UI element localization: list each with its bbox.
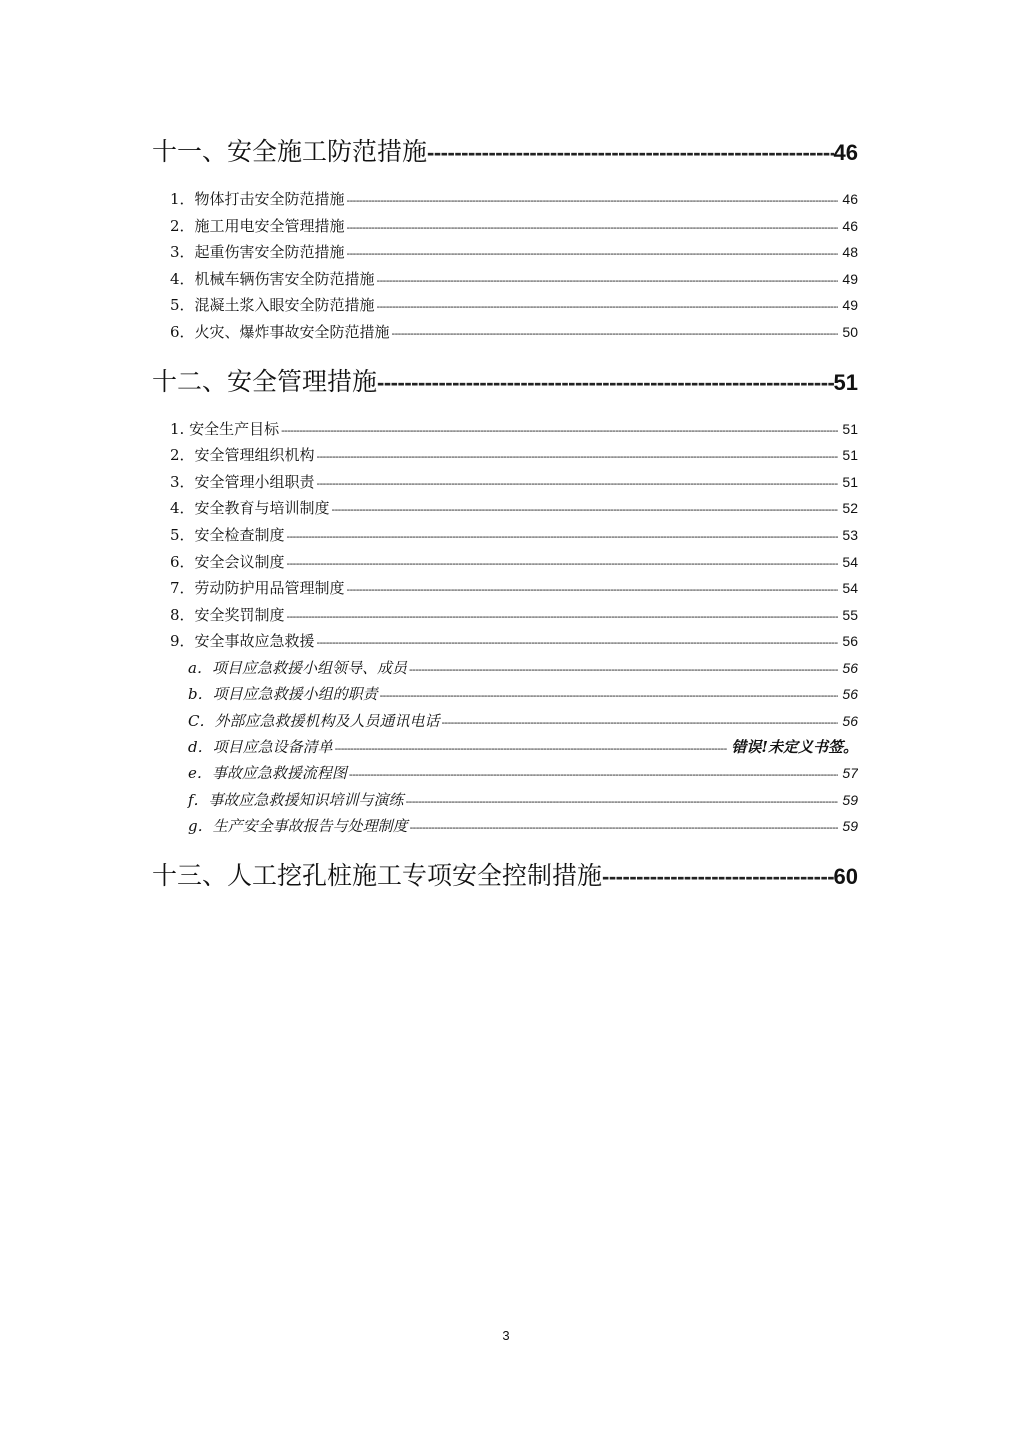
entry-label: 7．劳动防护用品管理制度 bbox=[170, 579, 345, 598]
dot-leader bbox=[377, 294, 839, 319]
subentry-label: d．项目应急设备清单 bbox=[188, 738, 333, 757]
subentry-page: 59 bbox=[842, 818, 858, 835]
subentry-label: e．事故应急救援流程图 bbox=[188, 764, 347, 783]
chapter-page: 51 bbox=[833, 369, 858, 395]
entry-label: 6．安全会议制度 bbox=[170, 552, 285, 571]
entry-page: 55 bbox=[842, 606, 858, 623]
entry-page: 53 bbox=[842, 526, 858, 543]
entry-page: 54 bbox=[842, 580, 858, 597]
section-gap bbox=[152, 840, 858, 852]
entry-label: 1. 安全生产目标 bbox=[170, 419, 280, 438]
entry-label: 4．安全教育与培训制度 bbox=[170, 499, 330, 518]
subentry-label: f．事故应急救援知识培训与演练 bbox=[188, 790, 404, 809]
bookmark-error-text: 错误!未定义书签。 bbox=[731, 738, 858, 757]
toc-chapter-11[interactable] bbox=[152, 128, 858, 176]
dot-leader bbox=[335, 736, 728, 760]
toc-entry[interactable] bbox=[152, 186, 858, 213]
entry-label: 2．施工用电安全管理措施 bbox=[170, 216, 345, 235]
toc-subentry[interactable] bbox=[152, 787, 858, 813]
dot-leader bbox=[317, 630, 839, 655]
subentry-page: 56 bbox=[842, 659, 858, 676]
toc-subentry[interactable] bbox=[152, 655, 858, 681]
subentry-label: C．外部应急救援机构及人员通讯电话 bbox=[188, 711, 440, 730]
toc-entry[interactable] bbox=[152, 628, 858, 655]
dot-leader bbox=[287, 604, 839, 629]
entry-label: 2．安全管理组织机构 bbox=[170, 446, 315, 465]
entry-label: 9．安全事故应急救援 bbox=[170, 632, 315, 651]
toc-chapter-12[interactable] bbox=[152, 358, 858, 406]
entry-page: 56 bbox=[842, 633, 858, 650]
toc-subentry[interactable] bbox=[152, 681, 858, 707]
dot-leader bbox=[392, 321, 839, 346]
entry-page: 48 bbox=[842, 244, 858, 261]
toc-entry[interactable] bbox=[152, 549, 858, 576]
dot-leader bbox=[287, 524, 839, 549]
entry-page: 51 bbox=[842, 473, 858, 490]
section-gap bbox=[152, 346, 858, 358]
toc-entry[interactable] bbox=[152, 292, 858, 319]
entry-label: 3．起重伤害安全防范措施 bbox=[170, 243, 345, 262]
entry-label: 5．安全检查制度 bbox=[170, 525, 285, 544]
toc-subentry[interactable] bbox=[152, 813, 858, 839]
chapter-page: 60 bbox=[833, 863, 858, 889]
entry-page: 51 bbox=[842, 447, 858, 464]
toc-subentry[interactable] bbox=[152, 734, 858, 760]
toc-entry[interactable] bbox=[152, 239, 858, 266]
subentry-page: 59 bbox=[842, 791, 858, 808]
dot-leader bbox=[380, 683, 839, 707]
entry-page: 54 bbox=[842, 553, 858, 570]
dot-leader bbox=[347, 241, 839, 266]
entry-page: 51 bbox=[842, 420, 858, 437]
toc-entry[interactable] bbox=[152, 442, 858, 469]
entry-page: 49 bbox=[842, 270, 858, 287]
dot-leader bbox=[602, 853, 834, 900]
toc-subentry[interactable] bbox=[152, 760, 858, 786]
entry-label: 4．机械车辆伤害安全防范措施 bbox=[170, 269, 375, 288]
entry-label: 3．安全管理小组职责 bbox=[170, 472, 315, 491]
dot-leader bbox=[377, 268, 839, 293]
dot-leader bbox=[377, 359, 834, 406]
toc-entry[interactable] bbox=[152, 495, 858, 522]
entry-page: 46 bbox=[842, 217, 858, 234]
toc-entry[interactable] bbox=[152, 266, 858, 293]
dot-leader bbox=[441, 710, 838, 734]
subentry-label: b．项目应急救援小组的职责 bbox=[188, 685, 378, 704]
dot-leader bbox=[317, 444, 839, 469]
toc-entry[interactable] bbox=[152, 213, 858, 240]
chapter-page: 46 bbox=[833, 140, 858, 165]
toc-entry[interactable] bbox=[152, 319, 858, 346]
table-of-contents bbox=[152, 128, 858, 910]
toc-entry[interactable] bbox=[152, 416, 858, 443]
subentry-label: g．生产安全事故报告与处理制度 bbox=[188, 817, 408, 836]
dot-leader bbox=[317, 471, 839, 496]
dot-leader bbox=[409, 657, 838, 681]
toc-subentry[interactable] bbox=[152, 708, 858, 734]
entry-page: 52 bbox=[842, 500, 858, 517]
dot-leader bbox=[406, 789, 839, 813]
toc-entry[interactable] bbox=[152, 522, 858, 549]
subentry-label: a．项目应急救援小组领导、成员 bbox=[188, 658, 407, 677]
entry-label: 1．物体打击安全防范措施 bbox=[170, 190, 345, 208]
chapter-title: 十一、安全施工防范措施 bbox=[152, 137, 428, 166]
dot-leader bbox=[347, 188, 839, 213]
entry-label: 5．混凝土浆入眼安全防范措施 bbox=[170, 296, 375, 315]
entry-label: 8．安全奖罚制度 bbox=[170, 605, 285, 624]
toc-entry[interactable] bbox=[152, 575, 858, 602]
entry-page: 49 bbox=[842, 297, 858, 314]
dot-leader bbox=[427, 129, 834, 176]
dot-leader bbox=[332, 497, 839, 522]
chapter-title: 十三、人工挖孔桩施工专项安全控制措施 bbox=[152, 860, 603, 890]
page-number: 3 bbox=[502, 1328, 510, 1343]
subentry-page: 56 bbox=[842, 686, 858, 703]
toc-chapter-13[interactable] bbox=[152, 852, 858, 900]
toc-entry[interactable] bbox=[152, 469, 858, 496]
dot-leader bbox=[410, 815, 839, 839]
toc-entry[interactable] bbox=[152, 602, 858, 629]
entry-label: 6．火灾、爆炸事故安全防范措施 bbox=[170, 322, 390, 341]
chapter-title: 十二、安全管理措施 bbox=[152, 366, 378, 396]
dot-leader bbox=[287, 551, 839, 576]
dot-leader bbox=[347, 577, 839, 602]
dot-leader bbox=[347, 215, 839, 240]
entry-page: 46 bbox=[842, 191, 858, 207]
subentry-page: 57 bbox=[842, 765, 858, 782]
dot-leader bbox=[281, 418, 838, 443]
subentry-page: 56 bbox=[842, 712, 858, 729]
entry-page: 50 bbox=[842, 323, 858, 340]
dot-leader bbox=[349, 762, 839, 786]
